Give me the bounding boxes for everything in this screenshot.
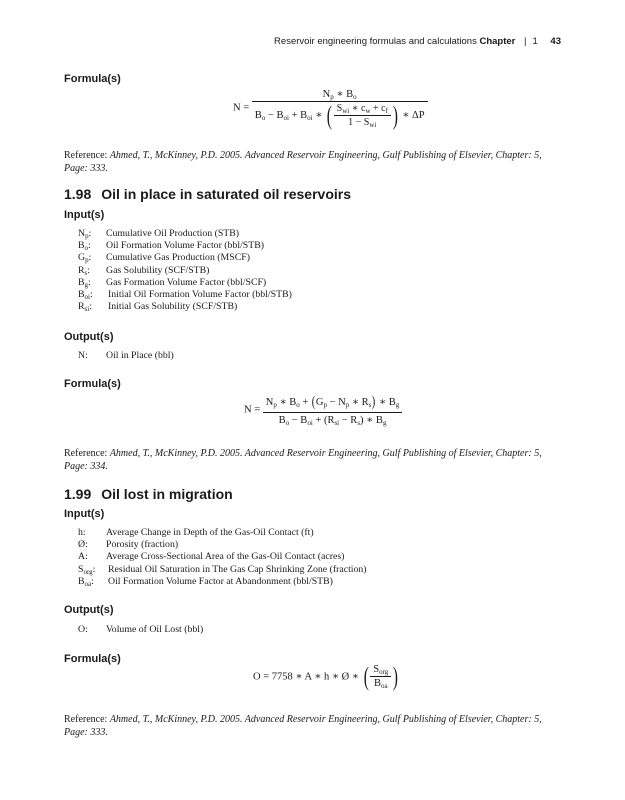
section-198-heading: [64, 186, 351, 202]
variable-description: Average Cross-Sectional Area of the Gas-Oil Contact (acres): [106, 551, 345, 563]
inputs-heading-199: Input(s): [64, 508, 105, 520]
reference-top: Reference: Ahmed, T., McKinney, P.D. 2005. Advanced Reservoir Engineering, Gulf Publishing of Elsevier, Chapter: 5, Page: 333.: [64, 150, 542, 174]
formula-oip-saturated: N = $\frac{N_p ∗ B_o + (G_p - N_p ∗ R_s) ∗ B_g}{B_o - B_{oi} + (R_{si} - R_s) ∗ B_g}$: [244, 394, 402, 426]
variable-symbol: N:: [78, 350, 88, 361]
variable-row: [78, 301, 292, 313]
variable-description: Volume of Oil Lost (bbl): [106, 624, 204, 635]
reference-199: Reference: Ahmed, T., McKinney, P.D. 2005. Advanced Reservoir Engineering, Gulf Publishing of Elsevier, Chapter: 5, Page: 333.: [64, 714, 542, 738]
variable-row: [78, 240, 292, 252]
variable-description: Average Change in Depth of the Gas-Oil Contact (ft): [106, 527, 314, 538]
variable-row: [78, 350, 174, 362]
variable-row: [78, 624, 203, 636]
inputs-heading-198: Input(s): [64, 209, 105, 221]
variable-symbol: A:: [78, 551, 88, 563]
variable-description: Oil Formation Volume Factor (bbl/STB): [106, 240, 265, 252]
variable-row: [78, 265, 292, 277]
outputs-list-199: [78, 624, 203, 636]
chapter-label: Chapter: [479, 36, 516, 47]
running-header: Reservoir engineering formulas and calculations Chapter | 1 43: [274, 36, 561, 47]
inputs-list-199: [78, 527, 367, 588]
formula-heading-199: Formula(s): [64, 653, 121, 665]
variable-symbol: h:: [78, 527, 86, 538]
formula-oip-undersaturated: N = $N_p$ ∗ $B_o$ $B_o - B_{oi} + B_{oi}$ ∗ ( $\frac{S_{wi} ∗ c_w + c_f}{1 - S_{wi}}$ ) ∗ ΔP: [233, 88, 428, 128]
variable-symbol: $G_p$:: [78, 252, 92, 265]
variable-description: Oil in Place (bbl): [106, 350, 174, 361]
variable-row: [78, 551, 367, 563]
variable-symbol: O:: [78, 624, 88, 635]
formula-heading-top: Formula(s): [64, 73, 121, 85]
variable-description: Cumulative Oil Production (STB): [106, 228, 240, 239]
section-title: Oil in place in saturated oil reservoirs: [101, 186, 352, 202]
section-number: 1.98: [64, 186, 92, 202]
variable-symbol: $S_{org}$:: [78, 563, 96, 576]
section-title: Oil lost in migration: [101, 486, 233, 502]
variable-row: [78, 228, 292, 240]
reference-198: Reference: Ahmed, T., McKinney, P.D. 2005. Advanced Reservoir Engineering, Gulf Publishing of Elsevier, Chapter: 5, Page: 334.: [64, 448, 542, 472]
page-number: 43: [550, 36, 561, 47]
variable-description: Oil Formation Volume Factor at Abandonment (bbl/STB): [108, 575, 333, 587]
inputs-list-198: [78, 228, 292, 313]
variable-description: Gas Solubility (SCF/STB): [106, 264, 210, 276]
variable-description: Cumulative Gas Production (MSCF): [106, 252, 250, 264]
variable-symbol: $B_o$:: [78, 240, 91, 253]
section-number: 1.99: [64, 486, 92, 502]
variable-row: [78, 277, 292, 289]
formula-heading-198: Formula(s): [64, 378, 121, 390]
variable-row: [78, 539, 367, 551]
outputs-list-198: [78, 350, 174, 362]
variable-symbol: $N_p$:: [78, 228, 92, 240]
variable-symbol: $B_g$:: [78, 276, 91, 289]
section-199-heading: [64, 486, 233, 502]
chapter-number: 1: [532, 36, 538, 47]
variable-symbol: $R_{si}$:: [78, 301, 92, 314]
variable-description: Initial Gas Solubility (SCF/STB): [108, 301, 238, 313]
variable-row: [78, 576, 367, 588]
outputs-heading-199: Output(s): [64, 604, 114, 616]
variable-description: Residual Oil Saturation in The Gas Cap Shrinking Zone (fraction): [108, 563, 367, 575]
book-title: Reservoir engineering formulas and calculations: [274, 36, 477, 47]
variable-description: Gas Formation Volume Factor (bbl/SCF): [106, 276, 267, 288]
variable-symbol: $B_{oi}$:: [78, 288, 93, 301]
variable-description: Initial Oil Formation Volume Factor (bbl/STB): [108, 288, 292, 300]
variable-symbol: Ø:: [78, 539, 88, 551]
formula-oil-lost: O = 7758 ∗ A ∗ h ∗ Ø ∗ ( $\frac{S_{org}}{B_{oa}}$ ): [253, 661, 399, 691]
variable-row: [78, 252, 292, 264]
variable-symbol: $B_{oa}$:: [78, 575, 94, 588]
variable-row: [78, 289, 292, 301]
variable-description: Porosity (fraction): [106, 539, 179, 551]
outputs-heading-198: Output(s): [64, 331, 114, 343]
variable-symbol: $R_s$:: [78, 264, 91, 277]
variable-row: [78, 527, 367, 539]
variable-row: [78, 564, 367, 576]
